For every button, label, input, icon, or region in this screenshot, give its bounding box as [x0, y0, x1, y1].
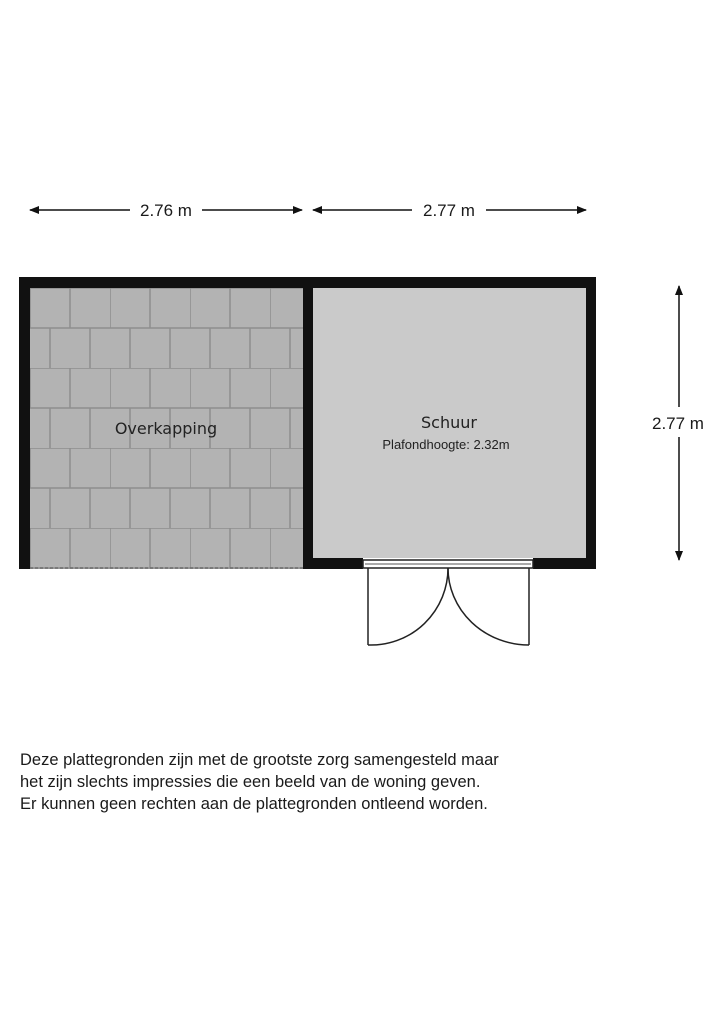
disclaimer — [20, 749, 700, 815]
disclaimer-line-1: Deze plattegronden zijn met de grootste zorg samengesteld maar — [20, 751, 499, 769]
schuur-bottom-wall-right — [533, 558, 596, 569]
room-overkapping — [19, 277, 303, 569]
schuur-label: Schuur — [421, 413, 477, 432]
disclaimer-line-3: Er kunnen geen rechten aan de plattegronden ontleend worden. — [20, 795, 488, 813]
overkapping-outer-wall — [19, 277, 30, 569]
schuur-left-wall — [303, 277, 313, 569]
schuur-top-wall — [303, 277, 596, 288]
schuur-ceiling-height: Plafondhoogte: 2.32m — [382, 437, 510, 452]
double-door — [363, 560, 533, 645]
dimension-top-right-label: 2.77 m — [423, 201, 475, 220]
door-swing-right — [448, 568, 529, 645]
dimension-right — [652, 286, 704, 560]
dimension-top-left — [30, 201, 302, 220]
room-schuur — [303, 277, 596, 569]
dimension-top-left-label: 2.76 m — [140, 201, 192, 220]
dimension-right-label: 2.77 m — [652, 414, 704, 433]
door-swing-left — [368, 568, 448, 645]
disclaimer-line-2: het zijn slechts impressies die een beeld van de woning geven. — [20, 773, 481, 791]
schuur-bottom-wall-left — [303, 558, 363, 569]
schuur-right-wall — [586, 277, 596, 569]
dimension-top-right — [313, 201, 586, 220]
overkapping-top-wall — [19, 277, 303, 288]
overkapping-label: Overkapping — [114, 419, 218, 438]
